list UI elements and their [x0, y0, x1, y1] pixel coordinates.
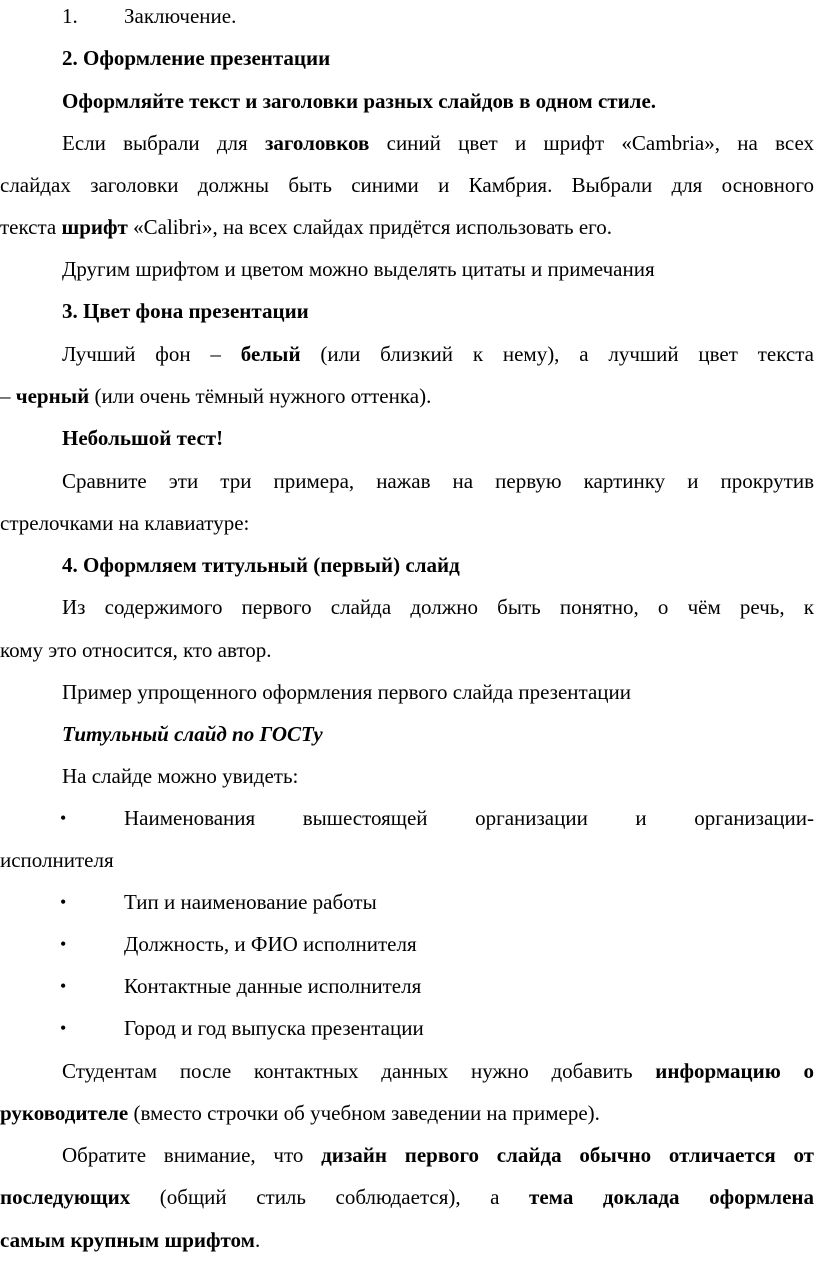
paragraph-line [0, 257, 816, 281]
section-heading-2 [0, 46, 816, 70]
text-run: Лучший фон – [62, 342, 241, 366]
bold-run: шрифт [61, 215, 128, 239]
section-heading-3 [0, 299, 816, 323]
list-item-text: исполнителя [0, 848, 114, 872]
text-run: (или очень тёмный нужного оттенка). [89, 384, 432, 408]
text-run: Пример упрощенного оформления первого слайда презентации [62, 680, 631, 704]
bold-run: информацию о [655, 1059, 814, 1083]
title-gost [0, 722, 816, 746]
list-item-continuation [0, 848, 816, 872]
paragraph-line [0, 680, 816, 704]
list-item-text: Наименования вышестоящей организации и организации- [124, 806, 814, 830]
text-run: слайдах заголовки должны быть синими и Камбрия. Выбрали для основного [0, 173, 814, 197]
text-run: Из содержимого первого слайда должно быть понятно, о чём речь, к [62, 595, 814, 619]
paragraph-line [0, 1185, 816, 1209]
paragraph-line [0, 384, 816, 408]
subheading-text: Оформляйте текст и заголовки разных слайдов в одном стиле. [62, 89, 657, 113]
heading-text: Небольшой тест! [62, 426, 224, 450]
bold-run: дизайн первого слайда обычно отличается от [321, 1143, 814, 1167]
paragraph-line [0, 131, 816, 155]
list-number: 1. [62, 4, 78, 28]
text-run: Студентам после контактных данных нужно добавить [62, 1059, 656, 1083]
paragraph-line [0, 342, 816, 366]
section-subheading [0, 89, 816, 113]
paragraph-line [0, 595, 816, 619]
text-run: кому это относится, кто автор. [0, 638, 272, 662]
text-run: синий цвет и шрифт «Cambria», на всех [369, 131, 814, 155]
bold-run: тема доклада оформлена [529, 1185, 814, 1209]
paragraph-line [0, 511, 816, 535]
section-heading-4 [0, 553, 816, 577]
bullet-icon: • [60, 808, 67, 828]
test-heading [0, 426, 816, 450]
text-run: Сравните эти три примера, нажав на первую картинку и прокрутив [62, 469, 814, 493]
heading-text: 3. Цвет фона презентации [62, 299, 309, 323]
text-run: стрелочками на клавиатуре: [0, 511, 250, 535]
text-run: Если выбрали для [62, 131, 265, 155]
text-run: (общий стиль соблюдается), а [130, 1185, 530, 1209]
text-run: «Calibri», на всех слайдах придётся использовать его. [127, 215, 613, 239]
list-item-text: Должность, и ФИО исполнителя [124, 932, 417, 956]
heading-text: 4. Оформляем титульный (первый) слайд [62, 553, 460, 577]
bullet-icon: • [60, 976, 67, 996]
bullet-icon: • [60, 1018, 67, 1038]
paragraph-line [0, 1228, 816, 1252]
heading-text: 2. Оформление презентации [62, 46, 331, 70]
list-item-text: Контактные данные исполнителя [124, 974, 422, 998]
bold-run: самым крупным шрифтом [0, 1228, 255, 1252]
list-item-text: Заключение. [124, 4, 237, 28]
text-run: . [254, 1228, 261, 1252]
paragraph-line [0, 638, 816, 662]
text-run: (вместо строчки об учебном заведении на примере). [128, 1101, 600, 1125]
list-item-text: Город и год выпуска презентации [124, 1016, 424, 1040]
bold-run: белый [240, 342, 301, 366]
text-run: Другим шрифтом и цветом можно выделять цитаты и примечания [62, 257, 655, 281]
text-run: Обратите внимание, что [62, 1143, 322, 1167]
text-run: На слайде можно увидеть: [62, 764, 299, 788]
bold-run: руководителе [0, 1101, 129, 1125]
paragraph-line [0, 469, 816, 493]
paragraph-line [0, 215, 816, 239]
text-run: – [0, 384, 16, 408]
paragraph-line [0, 1143, 816, 1167]
bold-run: последующих [0, 1185, 131, 1209]
bullet-icon: • [60, 934, 67, 954]
paragraph-line [0, 764, 816, 788]
bold-run: заголовков [264, 131, 370, 155]
paragraph-line [0, 173, 816, 197]
bold-run: черный [15, 384, 90, 408]
bold-italic-run: Титульный слайд по ГОСТу [62, 722, 323, 746]
bullet-icon: • [60, 892, 67, 912]
text-run: текста [0, 215, 62, 239]
text-run: (или близкий к нему), а лучший цвет текста [300, 342, 814, 366]
paragraph-line [0, 1101, 816, 1125]
list-item-text: Тип и наименование работы [124, 890, 377, 914]
paragraph-line [0, 1059, 816, 1083]
